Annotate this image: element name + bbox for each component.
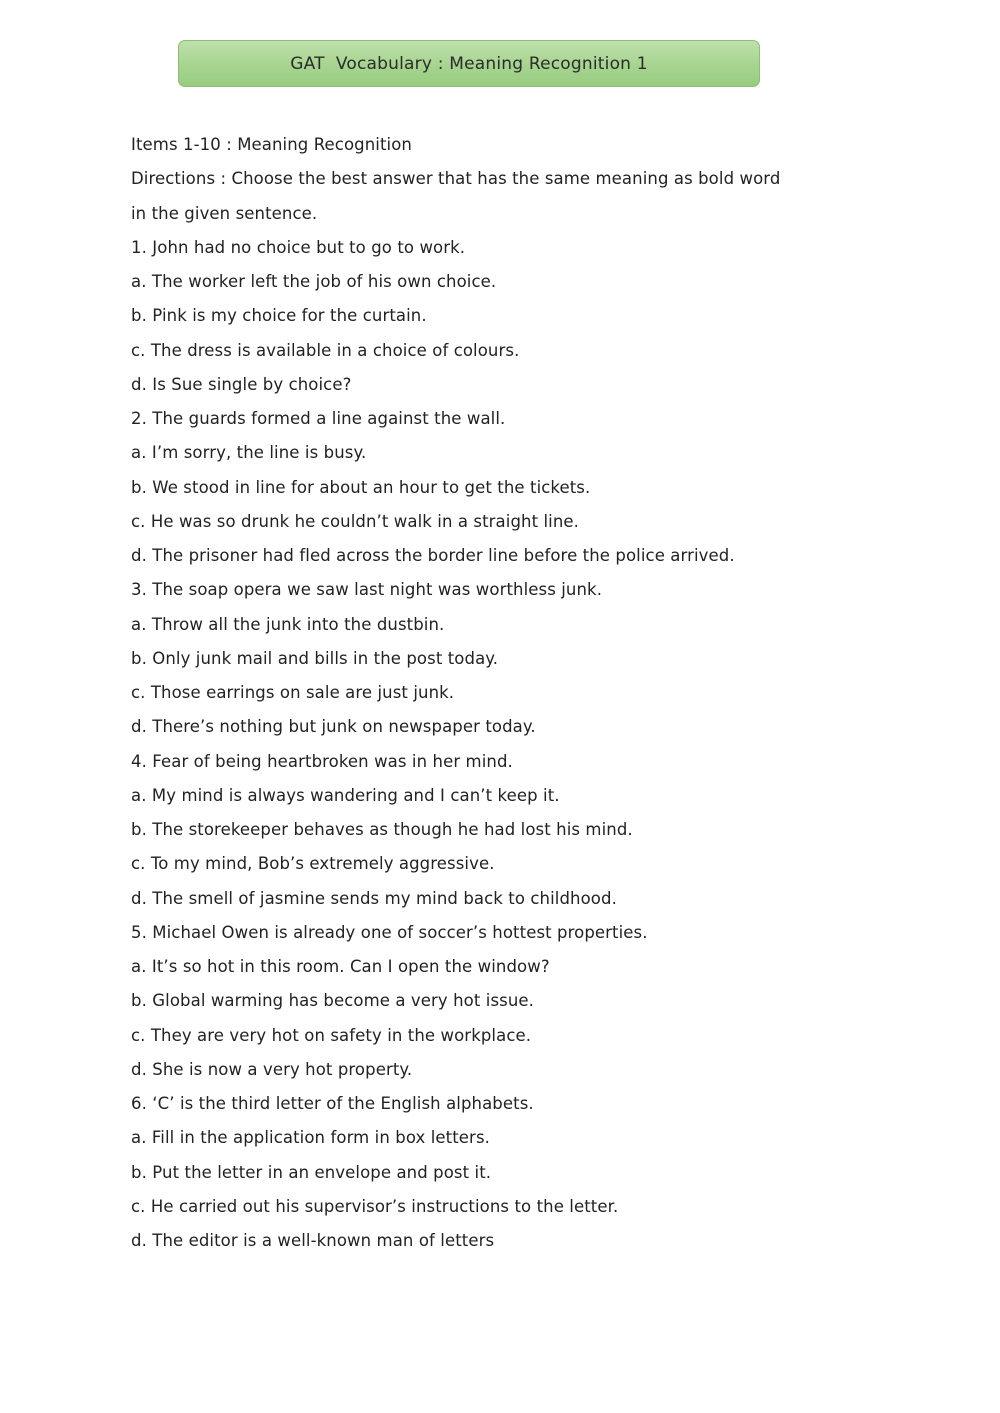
directions-line-1: Directions : Choose the best answer that has the same meaning as bold word — [131, 169, 781, 189]
option-c[interactable]: c. He carried out his supervisor’s instructions to the letter. — [131, 1196, 619, 1216]
question-stem: 3. The soap opera we saw last night was worthless junk. — [131, 580, 603, 600]
option-b[interactable]: b. Global warming has become a very hot issue. — [131, 991, 535, 1011]
question-stem: 4. Fear of being heartbroken was in her mind. — [131, 751, 513, 771]
worksheet-title: GAT Vocabulary : Meaning Recognition 1 — [178, 40, 760, 87]
question-stem: 5. Michael Owen is already one of soccer’s hottest properties. — [131, 922, 648, 942]
option-d[interactable]: d. The prisoner had fled across the border line before the police arrived. — [131, 546, 735, 565]
directions-line-2: in the given sentence. — [131, 203, 318, 223]
option-c[interactable]: c. Those earrings on sale are just junk. — [131, 683, 455, 702]
option-b[interactable]: b. Pink is my choice for the curtain. — [131, 306, 427, 326]
section-heading: Items 1-10 : Meaning Recognition — [131, 135, 412, 154]
question-4 — [131, 745, 831, 916]
option-c[interactable]: c. They are very hot on safety in the workplace. — [131, 1025, 532, 1045]
question-stem: 1. John had no choice but to go to work. — [131, 237, 466, 257]
question-stem: 2. The guards formed a line against the wall. — [131, 409, 506, 428]
option-d[interactable]: d. Is Sue single by choice? — [131, 374, 352, 394]
question-5 — [131, 916, 831, 1087]
option-d[interactable]: d. The smell of jasmine sends my mind back to childhood. — [131, 888, 617, 908]
option-a[interactable]: a. My mind is always wandering and I can’t keep it. — [131, 785, 560, 805]
question-1 — [131, 231, 831, 402]
option-d[interactable]: d. There’s nothing but junk on newspaper today. — [131, 717, 536, 737]
option-b[interactable]: b. Only junk mail and bills in the post today. — [131, 648, 499, 668]
option-a[interactable]: a. The worker left the job of his own choice. — [131, 272, 497, 291]
question-6 — [131, 1087, 831, 1258]
option-a[interactable]: a. I’m sorry, the line is busy. — [131, 443, 367, 463]
option-a[interactable]: a. Fill in the application form in box letters. — [131, 1128, 490, 1148]
question-stem: 6. ‘C’ is the third letter of the English alphabets. — [131, 1094, 534, 1113]
option-c[interactable]: c. The dress is available in a choice of colours. — [131, 340, 520, 360]
question-2 — [131, 402, 831, 573]
option-d[interactable]: d. She is now a very hot property. — [131, 1059, 413, 1079]
option-c[interactable]: c. He was so drunk he couldn’t walk in a straight line. — [131, 511, 580, 531]
option-a[interactable]: a. Throw all the junk into the dustbin. — [131, 614, 445, 634]
option-b[interactable]: b. Put the letter in an envelope and post it. — [131, 1162, 492, 1182]
option-b[interactable]: b. The storekeeper behaves as though he had lost his mind. — [131, 820, 633, 839]
option-d[interactable]: d. The editor is a well-known man of letters — [131, 1231, 495, 1250]
option-b[interactable]: b. We stood in line for about an hour to get the tickets. — [131, 477, 591, 497]
option-a[interactable]: a. It’s so hot in this room. Can I open the window? — [131, 957, 550, 976]
worksheet-body — [131, 128, 831, 1258]
option-c[interactable]: c. To my mind, Bob’s extremely aggressive. — [131, 854, 495, 874]
question-3 — [131, 573, 831, 744]
